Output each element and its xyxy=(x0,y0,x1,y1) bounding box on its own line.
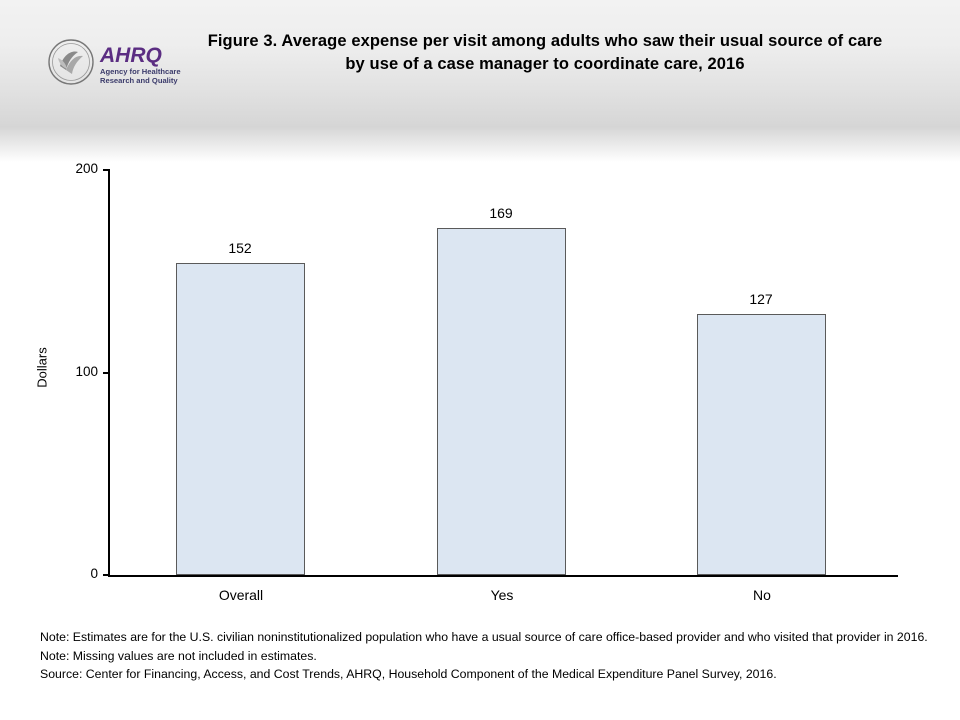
figure-title: Figure 3. Average expense per visit among adults who saw their usual source of care by use of a case manager to coordinate care, 2016 xyxy=(207,32,883,74)
footnote-note-2: Note: Missing values are not included in estimates. xyxy=(40,648,317,663)
bar-no xyxy=(697,314,826,575)
y-tick-label-100: 100 xyxy=(75,364,98,379)
y-tick-mark-100 xyxy=(103,372,110,374)
y-axis-label: Dollars xyxy=(34,347,50,388)
x-tick-label-overall: Overall xyxy=(218,587,264,603)
bar-value-overall: 152 xyxy=(228,240,252,256)
bar-value-no: 127 xyxy=(749,291,773,307)
bar-yes xyxy=(437,228,566,575)
svg-text:Research and Quality: Research and Quality xyxy=(100,76,178,85)
footnote-note-1: Note: Estimates are for the U.S. civilian noninstitutionalized population who have a usual source of care office-based provider and who visited that provider in 2016. xyxy=(40,630,928,644)
bar-overall xyxy=(176,263,305,575)
bar-value-yes: 169 xyxy=(489,205,513,221)
svg-text:AHRQ: AHRQ xyxy=(100,44,162,67)
y-tick-label-200: 200 xyxy=(75,161,98,176)
svg-text:Agency for Healthcare: Agency for Healthcare xyxy=(100,67,181,76)
y-tick-mark-200 xyxy=(103,169,110,171)
x-axis xyxy=(108,575,898,577)
x-tick-label-no: No xyxy=(753,587,771,603)
footnote-source: Source: Center for Financing, Access, and Cost Trends, AHRQ, Household Component of the Medical Expenditure Panel Survey, 2016. xyxy=(40,667,777,682)
y-tick-mark-0 xyxy=(103,574,110,576)
x-tick-label-yes: Yes xyxy=(490,587,514,603)
figure-footnotes xyxy=(40,628,930,684)
y-tick-label-0: 0 xyxy=(90,566,98,581)
